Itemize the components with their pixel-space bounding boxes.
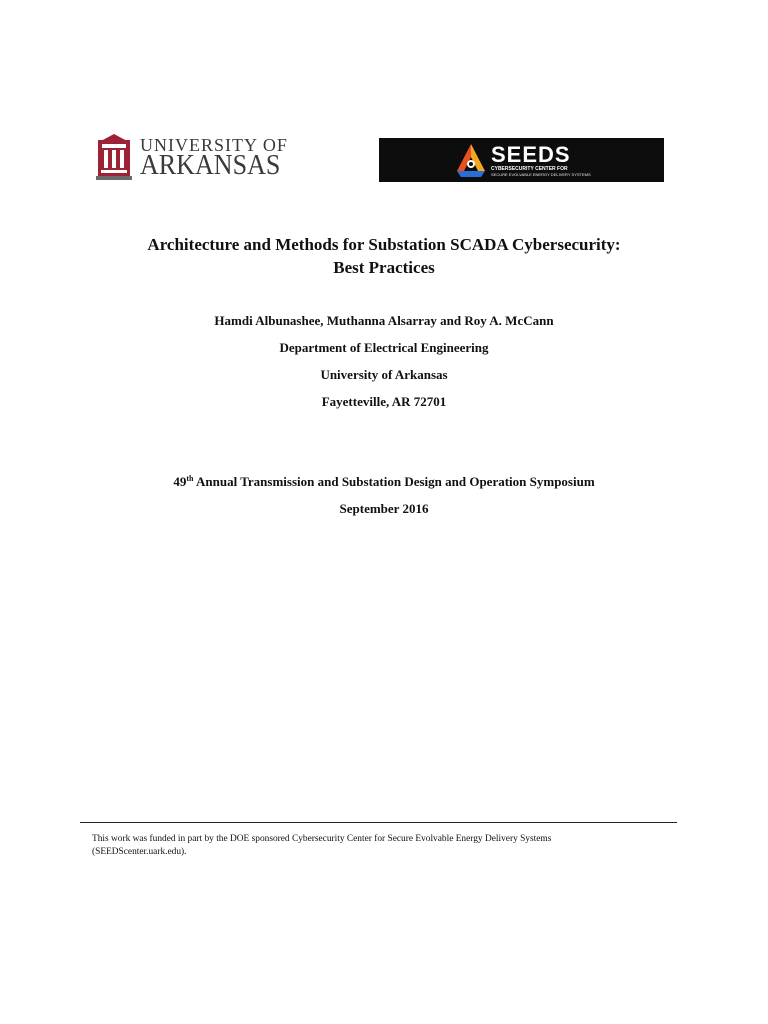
seeds-tagline-1: CYBERSECURITY CENTER FOR bbox=[491, 166, 568, 172]
footnote-divider bbox=[80, 822, 677, 823]
paper-title-line2: Best Practices bbox=[333, 258, 435, 277]
university-seal-icon bbox=[96, 134, 132, 180]
footnote bbox=[92, 833, 662, 859]
symposium-ordinal: th bbox=[186, 474, 194, 483]
symposium-number: 49 bbox=[173, 474, 187, 489]
footnote-line2: (SEEDScenter.uark.edu). bbox=[92, 847, 187, 857]
publication-date: September 2016 bbox=[339, 501, 429, 516]
university-name: University of Arkansas bbox=[320, 367, 448, 382]
seeds-triangle-icon bbox=[451, 141, 491, 179]
symposium-line bbox=[60, 474, 708, 490]
symposium-name: Annual Transmission and Substation Design and Operation Symposium bbox=[193, 474, 595, 489]
seeds-wordmark: SEEDS bbox=[491, 142, 571, 167]
footnote-line1: This work was funded in part by the DOE sponsored Cybersecurity Center for Secure Evolvable Energy Delivery Systems bbox=[92, 834, 552, 844]
paper-title bbox=[60, 233, 708, 279]
university-wordmark-line1: UNIVERSITY OF bbox=[140, 135, 288, 155]
paper-title-line1: Architecture and Methods for Substation SCADA Cybersecurity: bbox=[147, 235, 621, 254]
university-of-arkansas-logo bbox=[96, 132, 296, 182]
authors: Hamdi Albunashee, Muthanna Alsarray and Roy A. McCann bbox=[214, 313, 554, 328]
university-wordmark-line2: ARKANSAS bbox=[140, 150, 281, 181]
department: Department of Electrical Engineering bbox=[279, 340, 489, 355]
city-address: Fayetteville, AR 72701 bbox=[321, 394, 447, 409]
seeds-tagline-2: SECURE EVOLVABLE ENERGY DELIVERY SYSTEMS bbox=[491, 172, 591, 177]
university-wordmark bbox=[140, 132, 296, 182]
seeds-logo bbox=[379, 138, 664, 182]
